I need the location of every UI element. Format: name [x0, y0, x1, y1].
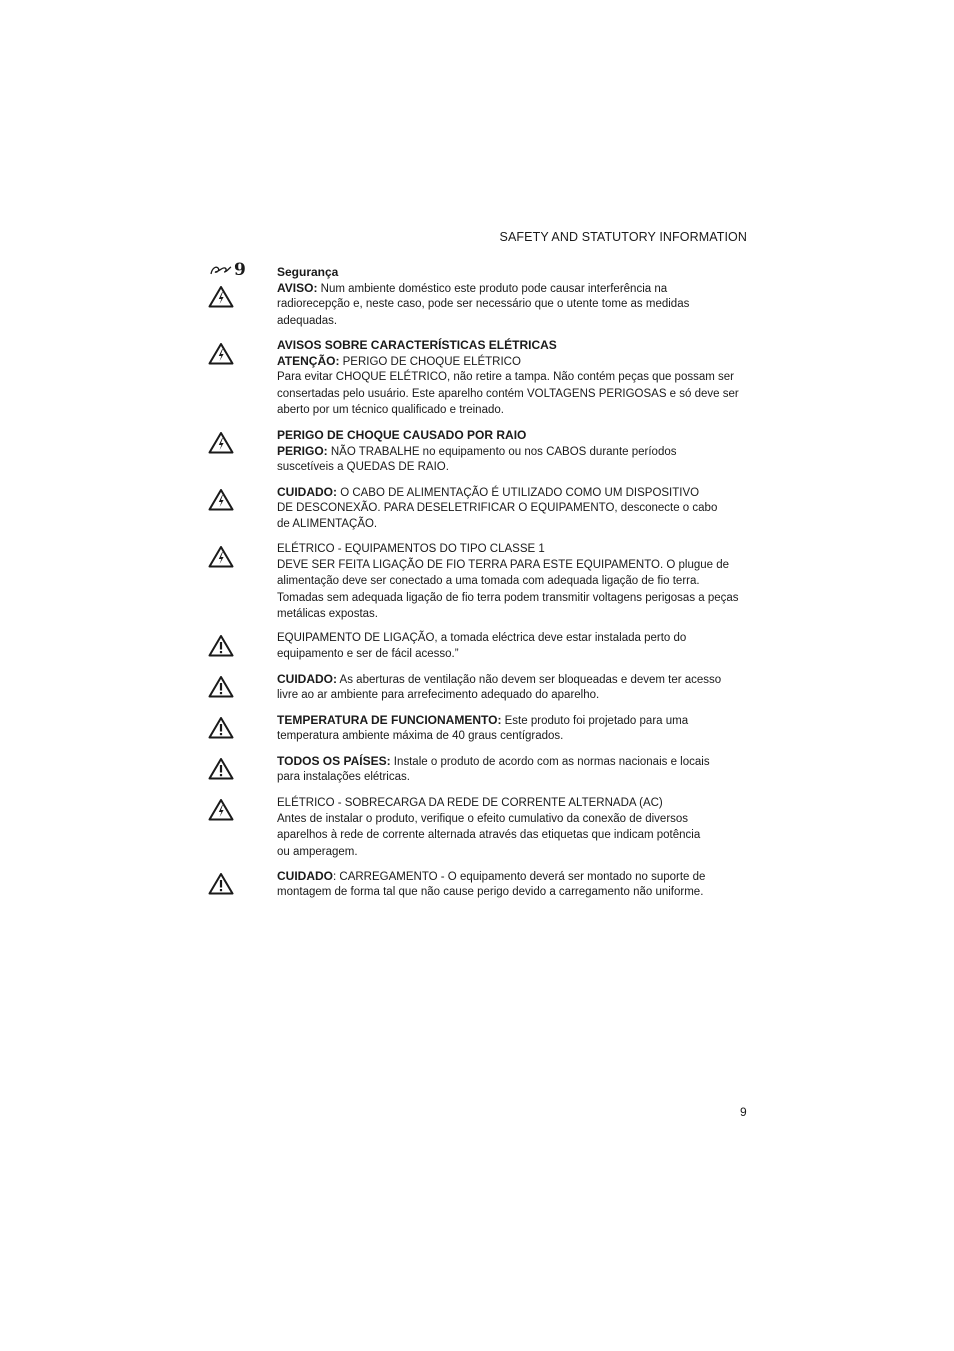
- language-pointer-icon: [209, 263, 233, 277]
- caution-triangle-icon: [208, 634, 234, 657]
- section-class1: [277, 541, 747, 622]
- warning-label: TEMPERATURA DE FUNCIONAMENTO:: [277, 713, 502, 727]
- warning-label: PERIGO:: [277, 444, 328, 459]
- warning-triangle-icon: [208, 431, 234, 454]
- paragraph-line: metálicas expostas.: [277, 607, 378, 620]
- paragraph-line: ELÉTRICO - SOBRECARGA DA REDE DE CORRENTE ALTERNADA (AC): [277, 797, 663, 809]
- paragraph-line: Num ambiente doméstico este produto pode causar interferência na: [317, 283, 668, 296]
- paragraph-line: livre ao ar ambiente para arrefecimento adequado do aparelho.: [277, 689, 600, 702]
- paragraph-line: aberto por um técnico qualificado e treinado.: [277, 403, 504, 416]
- paragraph-line: : CARREGAMENTO - O equipamento deverá ser montado no suporte de: [333, 871, 706, 883]
- language-number: 9: [234, 259, 246, 280]
- paragraph-line: Este produto foi projetado para uma: [501, 715, 689, 727]
- paragraph-line: radiorecepção e, neste caso, pode ser necessário que o utente tome as medidas: [277, 298, 690, 311]
- paragraph-line: As aberturas de ventilação não devem ser bloqueadas e devem ter acesso: [337, 674, 722, 686]
- caution-triangle-icon: [208, 872, 234, 895]
- paragraph-line: equipamento e ser de fácil acesso.”: [277, 648, 459, 661]
- paragraph-line: montagem de forma tal que não cause perigo devido a carregamento não uniforme.: [277, 886, 704, 899]
- paragraph-line: Tomadas sem adequada ligação de fio terra podem transmitir voltagens perigosas a peças: [277, 591, 739, 604]
- paragraph-line: de ALIMENTAÇÃO.: [277, 518, 378, 531]
- section-connection-equipment: [277, 630, 747, 662]
- caution-triangle-icon: [208, 675, 234, 698]
- paragraph-line: temperatura ambiente máxima de 40 graus centígrados.: [277, 730, 564, 743]
- warning-triangle-icon: [208, 798, 234, 821]
- paragraph-line: para instalações elétricas.: [277, 771, 410, 784]
- section-ventilation: [277, 671, 747, 703]
- paragraph-line: EQUIPAMENTO DE LIGAÇÃO, a tomada eléctrica deve estar instalada perto do: [277, 632, 687, 644]
- paragraph-line: PERIGO DE CHOQUE ELÉTRICO: [339, 356, 521, 369]
- section-seguranca: [277, 264, 747, 329]
- section-title: Segurança: [277, 265, 339, 279]
- caution-triangle-icon: [208, 716, 234, 739]
- page-header-title: SAFETY AND STATUTORY INFORMATION: [499, 230, 747, 244]
- paragraph-line: Para evitar CHOQUE ELÉTRICO, não retire a tampa. Não contém peças que possam ser: [277, 371, 734, 384]
- warning-label: CUIDADO:: [277, 672, 337, 686]
- paragraph-line: ou amperagem.: [277, 845, 358, 858]
- section-title: PERIGO DE CHOQUE CAUSADO POR RAIO: [277, 428, 527, 442]
- language-marker: [209, 260, 249, 280]
- paragraph-line: ELÉTRICO - EQUIPAMENTOS DO TIPO CLASSE 1: [277, 543, 545, 555]
- warning-label: AVISO:: [277, 281, 318, 296]
- paragraph-line: suscetíveis a QUEDAS DE RAIO.: [277, 461, 449, 474]
- paragraph-line: aparelhos à rede de corrente alternada através das etiquetas que indicam potência: [277, 829, 701, 842]
- section-temperature: [277, 712, 747, 744]
- section-electrical-warnings: [277, 337, 747, 418]
- warning-label: TODOS OS PAÍSES:: [277, 754, 391, 768]
- paragraph-line: alimentação deve ser conectado a uma tomada com adequada ligação de fio terra.: [277, 575, 700, 588]
- paragraph-line: adequadas.: [277, 314, 338, 327]
- page-number: 9: [740, 1105, 747, 1119]
- warning-triangle-icon: [208, 342, 234, 365]
- paragraph-line: Instale o produto de acordo com as normas nacionais e locais: [390, 756, 710, 768]
- warning-label: CUIDADO:: [277, 485, 337, 499]
- paragraph-line: consertadas pelo usuário. Este aparelho contém VOLTAGENS PERIGOSAS e só deve ser: [277, 387, 739, 400]
- paragraph-line: NÃO TRABALHE no equipamento ou nos CABOS durante períodos: [327, 446, 677, 459]
- warning-triangle-icon: [208, 488, 234, 511]
- section-title: AVISOS SOBRE CARACTERÍSTICAS ELÉTRICAS: [277, 338, 557, 352]
- section-loading: [277, 868, 747, 900]
- section-power-cord: [277, 484, 747, 533]
- section-all-countries: [277, 753, 747, 785]
- paragraph-line: Antes de instalar o produto, verifique o efeito cumulativo da conexão de diversos: [277, 813, 689, 826]
- warning-triangle-icon: [208, 285, 234, 308]
- paragraph-line: DE DESCONEXÃO. PARA DESELETRIFICAR O EQUIPAMENTO, desconecte o cabo: [277, 502, 718, 515]
- paragraph-line: O CABO DE ALIMENTAÇÃO É UTILIZADO COMO UM DISPOSITIVO: [337, 487, 700, 499]
- warning-triangle-icon: [208, 545, 234, 568]
- section-lightning: [277, 427, 747, 476]
- paragraph-line: DEVE SER FEITA LIGAÇÃO DE FIO TERRA PARA ESTE EQUIPAMENTO. O plugue de: [277, 559, 730, 572]
- section-ac-overload: [277, 795, 747, 860]
- warning-label: ATENÇÃO:: [277, 354, 340, 369]
- warning-label: CUIDADO: [277, 869, 333, 883]
- caution-triangle-icon: [208, 757, 234, 780]
